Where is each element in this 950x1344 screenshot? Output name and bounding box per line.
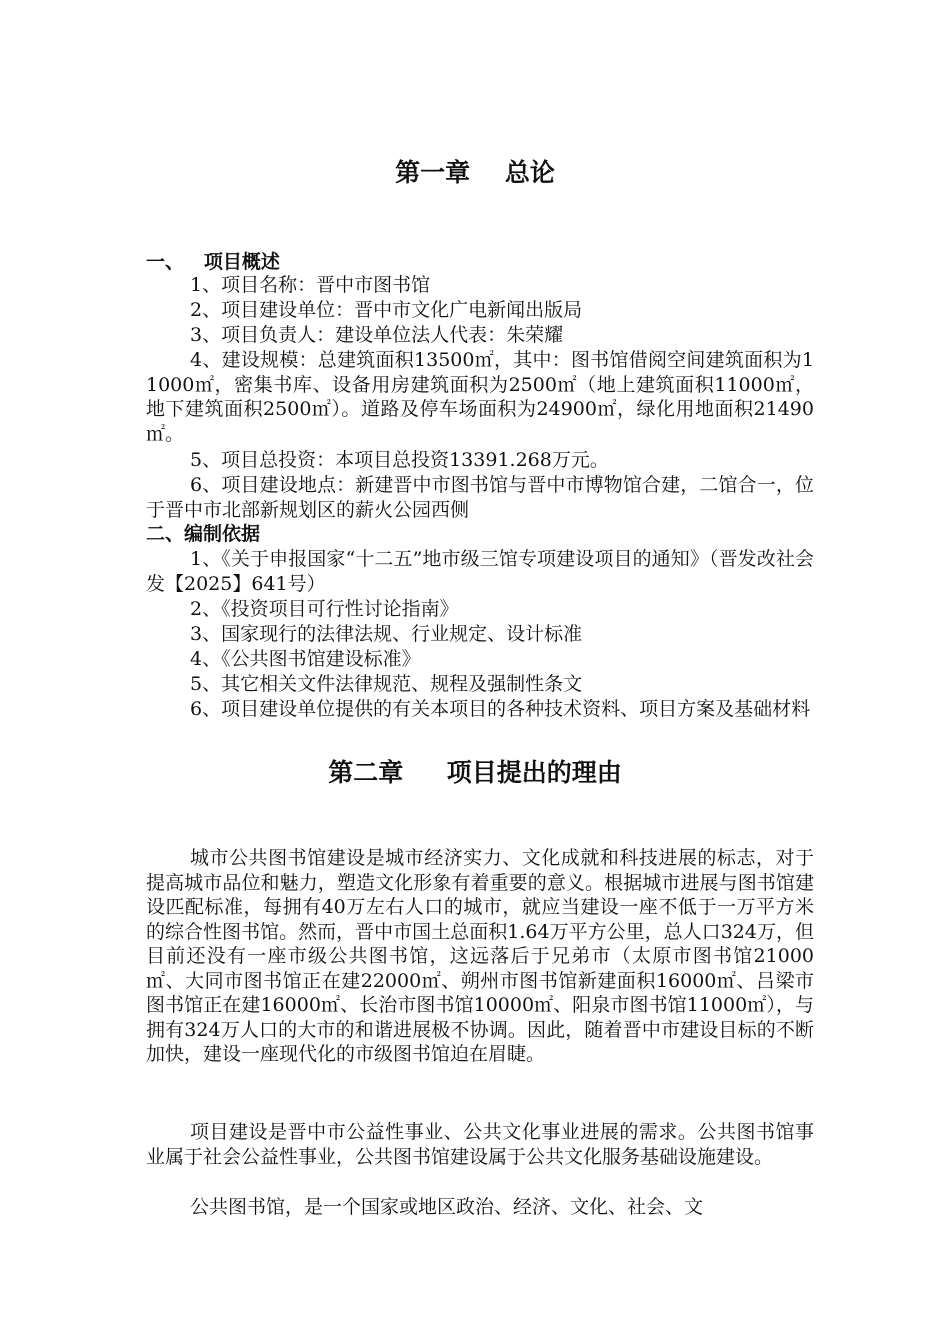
- total-investment-item: 5、项目总投资：本项目总投资13391.268万元。: [190, 449, 609, 471]
- project-name-item: 1、项目名称：晋中市图书馆: [190, 274, 431, 296]
- reason-paragraph-1: 城市公共图书馆建设是城市经济实力、文化成就和科技进展的标志，对于提高城市品位和魅力，塑造文化形象有着重要的意义。根据城市进展与图书馆建设匹配标准，每拥有40万左右人口的城市，就应当建设一座不低于一万平方米的综合性图书馆。然而，晋中市国土总面积1.64万平方公里，总人口324万，但目前还没有一座市级公共图书馆，这远落后于兄弟市（太原市图书馆21000㎡、大同市图书馆正在建22000㎡、朔州市图书馆新建面积16000㎡、吕梁市图书馆正在建16000㎡、长治市图书馆10000㎡、阳泉市图书馆11000㎡），与拥有324万人口的大市的和谐进展极不协调。因此，随着晋中市建设目标的不断加快，建设一座现代化的市级图书馆迫在眉睫。: [146, 847, 814, 1065]
- section-1-heading: 一、 项目概述: [146, 251, 280, 273]
- basis-item-2: 2、《投资项目可行性讨论指南》: [190, 598, 459, 620]
- basis-item-6: 6、项目建设单位提供的有关本项目的各种技术资料、项目方案及基础材料: [190, 698, 811, 720]
- basis-item-5: 5、其它相关文件法律规范、规程及强制性条文: [190, 673, 583, 695]
- construction-unit-item: 2、项目建设单位：晋中市文化广电新闻出版局: [190, 299, 583, 321]
- reason-paragraph-3: 公共图书馆，是一个国家或地区政治、经济、文化、社会、文: [190, 1196, 704, 1218]
- basis-item-3: 3、国家现行的法律法规、行业规定、设计标准: [190, 623, 583, 645]
- basis-item-1: 1、《关于申报国家“十二五”地市级三馆专项建设项目的通知》（晋发改社会发【2025】641号）: [146, 548, 814, 595]
- construction-site-item: 6、项目建设地点：新建晋中市图书馆与晋中市博物馆合建，二馆合一，位于晋中市北部新规划区的薪火公园西侧: [146, 474, 814, 521]
- chapter-2-title: 第二章 项目提出的理由: [328, 758, 622, 787]
- project-leader-item: 3、项目负责人：建设单位法人代表：朱荣耀: [190, 324, 564, 346]
- basis-item-4: 4、《公共图书馆建设标准》: [190, 648, 421, 670]
- chapter-1-title: 第一章 总论: [395, 158, 555, 187]
- section-2-heading: 二、编制依据: [146, 523, 261, 545]
- reason-paragraph-2: 项目建设是晋中市公益性事业、公共文化事业进展的需求。公共图书馆事业属于社会公益性事业，公共图书馆建设属于公共文化服务基础设施建设。: [146, 1121, 814, 1168]
- construction-scale-item: 4、建设规模：总建筑面积13500㎡，其中：图书馆借阅空间建筑面积为11000㎡，密集书库、设备用房建筑面积为2500㎡（地上建筑面积11000㎡，地下建筑面积2500㎡）。道路及停车场面积为24900㎡，绿化用地面积21490㎡。: [146, 349, 814, 445]
